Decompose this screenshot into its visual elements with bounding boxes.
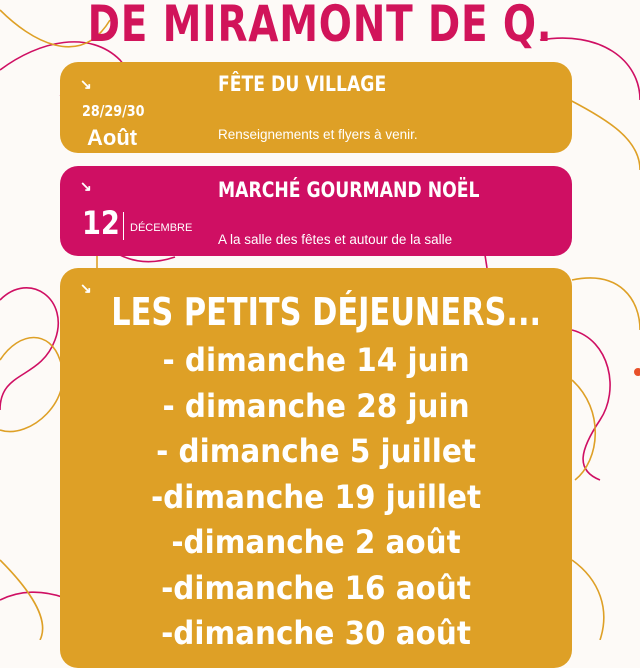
event-card-fete-du-village: [60, 62, 572, 153]
event-title: FÊTE DU VILLAGE: [218, 72, 387, 96]
list-item: - dimanche 5 juillet: [156, 432, 476, 470]
breakfast-card: [60, 268, 572, 668]
event-card-marche-gourmand: [60, 166, 572, 256]
list-item: - dimanche 14 juin: [162, 341, 470, 379]
event-title: MARCHÉ GOURMAND NOËL: [218, 178, 480, 202]
event-subtitle: A la salle des fêtes et autour de la salle: [218, 232, 453, 247]
arrow-down-right-icon: ↘: [80, 178, 92, 194]
event-date-day: 12: [82, 204, 120, 242]
breakfast-date-list: [60, 338, 572, 657]
arrow-down-right-icon: ↘: [80, 280, 92, 296]
list-item: - dimanche 28 juin: [162, 386, 470, 425]
arrow-down-right-icon: ↘: [80, 76, 92, 92]
breakfast-title: LES PETITS DÉJEUNERS...: [111, 290, 542, 334]
event-subtitle: Renseignements et flyers à venir.: [218, 127, 418, 142]
list-item: -dimanche 30 août: [161, 614, 471, 652]
event-date-month: Août: [87, 125, 138, 150]
list-item: -dimanche 16 août: [161, 568, 471, 607]
event-date-month: DÉCEMBRE: [130, 222, 193, 234]
date-divider: [123, 212, 124, 240]
event-date-days: 28/29/30: [82, 102, 145, 120]
page-title: DE MIRAMONT DE Q.: [87, 0, 553, 53]
list-item: -dimanche 19 juillet: [150, 477, 482, 516]
list-item: -dimanche 2 août: [171, 523, 461, 561]
